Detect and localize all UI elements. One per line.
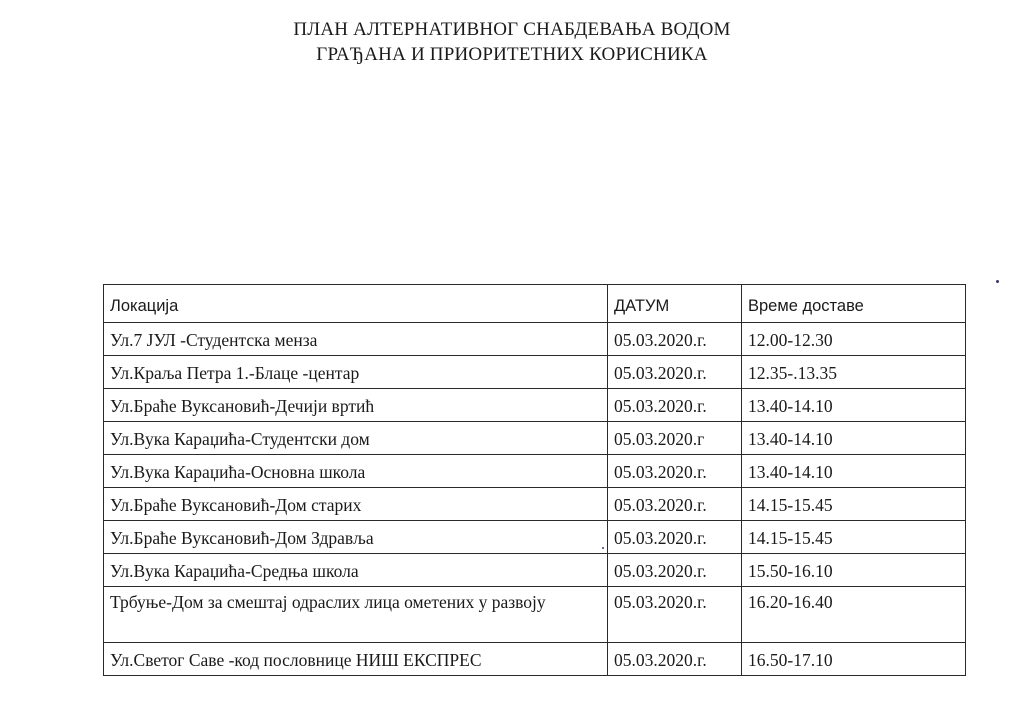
cell-time: 14.15-15.45 [742,488,966,521]
cell-location: Трбуње-Дом за смештај одраслих лица ометених у развоју [104,587,608,643]
cell-time: 16.20-16.40 [742,587,966,643]
cell-location: Ул.Браће Вуксановић-Дом Здравља [104,521,608,554]
scan-speck [602,547,604,549]
cell-date: 05.03.2020.г. [608,554,742,587]
table-row [104,488,966,521]
cell-time: 13.40-14.10 [742,389,966,422]
header-date: ДАТУМ [608,285,742,323]
cell-date: 05.03.2020.г. [608,643,742,676]
cell-time: 13.40-14.10 [742,422,966,455]
cell-date: 05.03.2020.г. [608,389,742,422]
table-row [104,422,966,455]
cell-location: Ул.Браће Вуксановић-Дечији вртић [104,389,608,422]
table-row [104,323,966,356]
table-row [104,389,966,422]
delivery-schedule-table [103,284,966,676]
table-row [104,356,966,389]
table-row [104,643,966,676]
table-row [104,587,966,643]
cell-location: Ул.Светог Саве -код пословнице НИШ ЕКСПРЕС [104,643,608,676]
cell-location: Ул.Вука Караџића-Основна школа [104,455,608,488]
cell-date: 05.03.2020.г. [608,521,742,554]
cell-location: Ул.Браће Вуксановић-Дом старих [104,488,608,521]
table-row [104,521,966,554]
cell-date: 05.03.2020.г. [608,323,742,356]
cell-date: 05.03.2020.г. [608,488,742,521]
cell-time: 12.35-.13.35 [742,356,966,389]
cell-date: 05.03.2020.г. [608,356,742,389]
cell-time: 16.50-17.10 [742,643,966,676]
table-row [104,554,966,587]
title-line-2: ГРАЂАНА И ПРИОРИТЕТНИХ КОРИСНИКА [316,44,708,65]
cell-location: Ул.Вука Караџића-Средња школа [104,554,608,587]
cell-time: 15.50-16.10 [742,554,966,587]
header-time: Време доставе [742,285,966,323]
cell-date: 05.03.2020.г [608,422,742,455]
cell-location: Ул.Краља Петра 1.-Блаце -центар [104,356,608,389]
title-line-1: ПЛАН АЛТЕРНАТИВНОГ СНАБДЕВАЊА ВОДОМ [293,19,731,40]
table-row [104,455,966,488]
cell-time: 14.15-15.45 [742,521,966,554]
header-location: Локација [104,285,608,323]
cell-location: Ул.7 ЈУЛ -Студентска менза [104,323,608,356]
cell-date: 05.03.2020.г. [608,587,742,643]
cell-date: 05.03.2020.г. [608,455,742,488]
cell-location: Ул.Вука Караџића-Студентски дом [104,422,608,455]
cell-time: 12.00-12.30 [742,323,966,356]
document-title [0,17,1024,67]
table-header-row [104,285,966,323]
scan-speck [996,280,999,283]
cell-time: 13.40-14.10 [742,455,966,488]
